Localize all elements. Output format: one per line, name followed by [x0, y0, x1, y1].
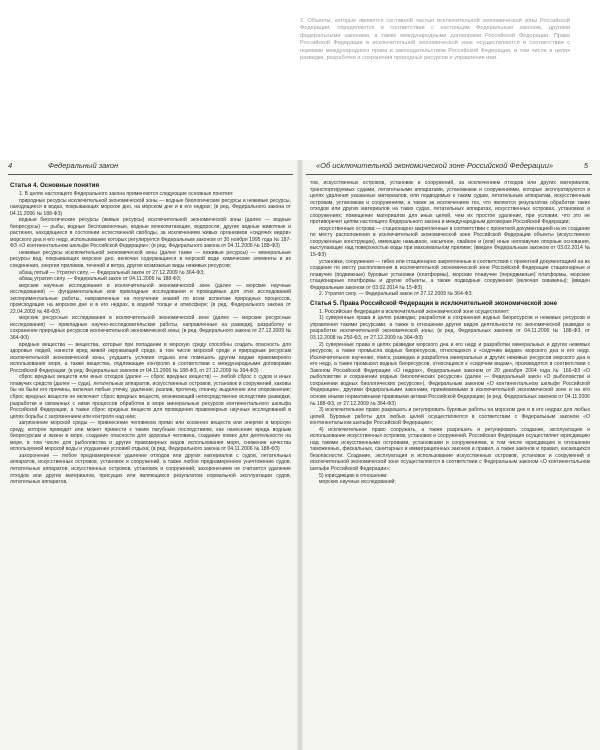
right-paragraph: 1) суверенные права в целях разведки, разработки и сохранения водных биоресурсов и неживых ресурсов и управления такими ресурсами, а также в отношении других видов деятельности по экономической разведке и разработке исключительной экономической зоны; (в ред. Федеральных законов от 04.11.2006 № 188-ФЗ, от 03.12.2008 № 250-ФЗ, от 27.12.2009 № 364-ФЗ) — [310, 315, 590, 342]
right-paragraph: 3) исключительное право разрешать и регулировать буровые работы на морском дне и в его недрах для любых целей. Буровые работы для любых целей осуществляются в соответствии с Федеральным законом «О континентальном шельфе Российской Федерации»; — [310, 407, 590, 427]
right-paragraph: 2. Утратил силу. — Федеральный закон от 27.12.2009 № 364-ФЗ. — [319, 291, 473, 298]
right-paragraph: 5) юрисдикцию в отношении: — [319, 472, 388, 479]
previous-page-text: 2. Объекты, которые являются составной частью исключительной экономической зоны Российской Федерации, определяются в соответствии с настоящим Федеральным законом, другими федеральными законами, а также международными договорами Российской Федерации. Права Российской Федерации в исключительной экономической зоне осуществляются в соответствии с нормами международного права и законодательством Российской Федерации, в том числе в целях разведки, разработки и сохранения природных ресурсов и управления ими. — [300, 18, 570, 62]
left-paragraph: природные ресурсы исключительной экономической зоны — водные биологические ресурсы и неживые ресурсы, находящиеся в водах, покрывающих морское дно, на морском дне и в его недрах; (в ред. Федерального закона от 04.11.2006 № 188-ФЗ) — [10, 197, 291, 217]
article-5-heading: Статья 5. Права Российской Федерации в исключительной экономической зоне — [310, 299, 558, 307]
right-paragraph: 1. Российская Федерация в исключительной экономической зоне осуществляет: — [319, 308, 510, 315]
left-running-title: Федеральный закон — [48, 161, 119, 170]
left-paragraph: неживые ресурсы исключительной экономической зоны (далее также — неживые ресурсы) — минеральные ресурсы вод, покрывающих морское дно, включая содержащиеся в морской воде химические элементы и их соединения, энергия приливов, течений и ветра, другие возможные виды неживых ресурсов; — [10, 249, 291, 270]
left-header-rule — [8, 174, 293, 175]
article-4-heading: Статья 4. Основные понятия — [10, 182, 100, 189]
left-paragraph: сброс вредных веществ или иных отходов (далее — сброс вредных веществ) — любой сброс с судов и иных плавучих средств (далее — суда), летательных аппаратов, искусственных островов, установок и сооружений, каковы бы ни были его причины, включая любые утечку, удаление, разлив, протечку, откачку, выделение или опорожнение; сброс вредных веществ не включает сброс вредных веществ, возникающий непосредственно вследствие разведки, разработки и связанных с ними процессов обработки в море минеральных ресурсов континентального шельфа Российской Федерации, а также сброс вредных веществ для проведения правомерных научных исследований в целях борьбы с загрязнением или контроля над ним; — [10, 374, 291, 420]
left-page-header — [8, 161, 293, 173]
left-paragraph: морские ресурсные исследования в исключительной экономической зоне (далее — морские ресурсные исследования) — прикладные научно-исследовательские работы, направленные на разведку, разработку и сохранение природных ресурсов исключительной экономической зоны; (в ред. Федерального закона от 27.12.2009 № 364-ФЗ) — [10, 315, 291, 342]
left-paragraph: абзац пятый — Утратил силу. — Федеральный закон от 27.12.2009 № 364-ФЗ; — [19, 269, 205, 276]
previous-page-area — [0, 0, 600, 160]
left-paragraph: водные биологические ресурсы (живые ресурсы) исключительной экономической зоны (далее — водные биоресурсы) — рыбы, водные беспозвоночные, водные млекопитающие, водоросли, другие водные животные и растения, находящиеся в состоянии естественной свободы, за исключением живых организмов «сидячих видов» морского дна и его недр, использование которых регулируется Федеральным законом от 30 ноября 1995 года № 187-ФЗ «О континентальном шельфе Российской Федерации»; (в ред. Федерального закона от 04.11.2006 № 188-ФЗ) — [10, 217, 291, 250]
left-paragraph: 1. В целях настоящего Федерального закона применяются следующие основные понятия: — [19, 191, 234, 197]
right-page-header — [306, 161, 592, 173]
right-paragraph: тов, искусственных островов, установок и сооружений, за исключением отходов или других материалов, транспортируемых судами, летательными аппаратами, установками и сооружениями, которые эксплуатируются в целях удаления указанных материалов, или подводимых к таким судам, летательным аппаратам, искусственным островам, установкам и сооружениям, а также за исключением тех, что являются результатом обработки таких отходов или других материалов на таких судах, летательных аппаратах, искусственных островах, установках и сооружениях; помещение материалов для иных целей, чем их простое удаление, при условии, что это не противоречит целям настоящего Федерального закона и международным договорам Российской Федерации; — [310, 180, 590, 226]
right-paragraph: 2) суверенные права в целях разведки морского дна и его недр и разработки минеральных и других неживых ресурсов, а также промысла водных биоресурсов, относящихся к «сидячим видам» морского дна и его недр. Исключительное изучение, поиск, разведка и разработка минеральных и других неживых ресурсов морского дна и его недр, а также промысел водных биоресурсов, относящихся к «сидячим видам», производятся в соответствии с Законом Российской Федерации «О недрах», Федеральным законом от 20 декабря 2004 года № 166-ФЗ «О рыболовстве и сохранении водных биологических ресурсов» (далее — Федеральный закон «О рыболовстве и сохранении водных биологических ресурсов»), Федеральным законом «О континентальном шельфе Российской Федерации», другими федеральными законами, принимаемыми в исключительной экономической зоне и на его основе иными нормативными правовыми актами Российской Федерации; (в ред. Федеральных законов от 04.11.2006 № 188-ФЗ, от 27.12.2009 № 364-ФЗ) — [310, 341, 590, 407]
left-paragraph: захоронение — любое преднамеренное удаление отходов или других материалов с судов, летательных аппаратов, искусственных островов, установок и сооружений, а также любое преднамеренное уничтожение судов, летательных аппаратов, искусственных островов, установок и сооружений; захоронением не считается удаление отходов или других материалов, присущих или являющихся результатом нормальной эксплуатации судов, летательных аппаратов, — [10, 452, 291, 486]
left-page-number: 4 — [8, 161, 13, 170]
right-paragraph: установки, сооружения — гибко или стационарно закрепленные в соответствии с проектной документацией на их создание по месту расположения в исключительной экономической зоне Российской Федерации стационарные и плавучие (подвижные) буровые установки (платформы), морские плавучие (передвижные) платформы, морские стационарные платформы и другие объекты, а также подводные сооружения (включая скважины); (введен Федеральным законом от 03.02.2014 № 15-ФЗ) — [310, 258, 590, 291]
right-header-rule — [306, 174, 592, 175]
book-gutter — [297, 160, 303, 750]
right-page-body — [310, 180, 590, 746]
right-running-title: «Об исключительной экономической зоне Российской Федерации» — [316, 161, 554, 170]
left-paragraph: абзац утратил силу. — Федеральный закон от 04.11.2006 № 188-ФЗ; — [19, 276, 182, 283]
right-page-number: 5 — [583, 161, 588, 170]
right-paragraph: искусственные острова — стационарно закрепленные в соответствии с проектной документацией на их создание по месту расположения в исключительной экономической зоне Российской Федерации объекты (искусственно сооруженные конструкции), имеющие намывное, насыпное, свайное и (или) иные неплавучие опорные основания, выступающие над поверхностью воды при максимальном приливе; (введен Федеральным законом от 03.02.2014 № 15-ФЗ) — [310, 225, 590, 259]
right-paragraph: морских научных исследований; — [319, 479, 396, 486]
left-page-body — [10, 180, 291, 746]
left-paragraph: вредные вещества — вещества, которые при попадании в морскую среду способны создать опасность для здоровья людей, нанести вред живой окружающей среде, в том числе морской среде и природным ресурсам исключительной экономической зоны, ухудшить условия отдыха или помешать другим видам правомерного использования моря, а также вещества, подлежащие контролю в соответствии с международными договорами Российской Федерации; (в ред. Федеральных законов от 04.11.2006 № 188-ФЗ, от 27.12.2009 № 364-ФЗ) — [10, 341, 291, 374]
left-paragraph: загрязнение морской среды — привнесение человеком прямо или косвенно веществ или энергии в морскую среду, которое приводит или может привести к таким пагубным последствиям, как нанесение вреда водным биоресурсам и жизни в море, создание опасности для здоровья человека, создание помех для деятельности на море, в том числе для рыболовства и других правомерных видов использования моря, снижение качества используемой морской воды и ухудшение условий отдыха; (в ред. Федерального закона от 04.11.2006 № 188-ФЗ) — [10, 420, 291, 453]
left-paragraph: морские научные исследования в исключительной экономической зоне (далее — морские научные исследования) — фундаментальные или прикладные исследования и проводимые для этих исследований экспериментальные работы, направленные на получение знаний по всем аспектам природных процессов, происходящих на морском дне и в его недрах, в водной толще и атмосфере; (в ред. Федерального закона от 22.04.2003 № 48-ФЗ) — [10, 282, 291, 315]
right-paragraph: 4) исключительное право сооружать, а также разрешать и регулировать создание, эксплуатацию и использование искусственных островов, установок и сооружений. Российская Федерация осуществляет юрисдикцию над такими искусственными островами, установками и сооружениями, в том числе юрисдикцию в отношении таможенных, фискальных, санитарных и иммиграционных законов и правил, а также законов и правил, касающихся безопасности. Создание, эксплуатация и использование искусственных островов, установок и сооружений в исключительной экономической зоне осуществляются в соответствии с Федеральным законом «О континентальном шельфе Российской Федерации»; — [310, 426, 590, 472]
